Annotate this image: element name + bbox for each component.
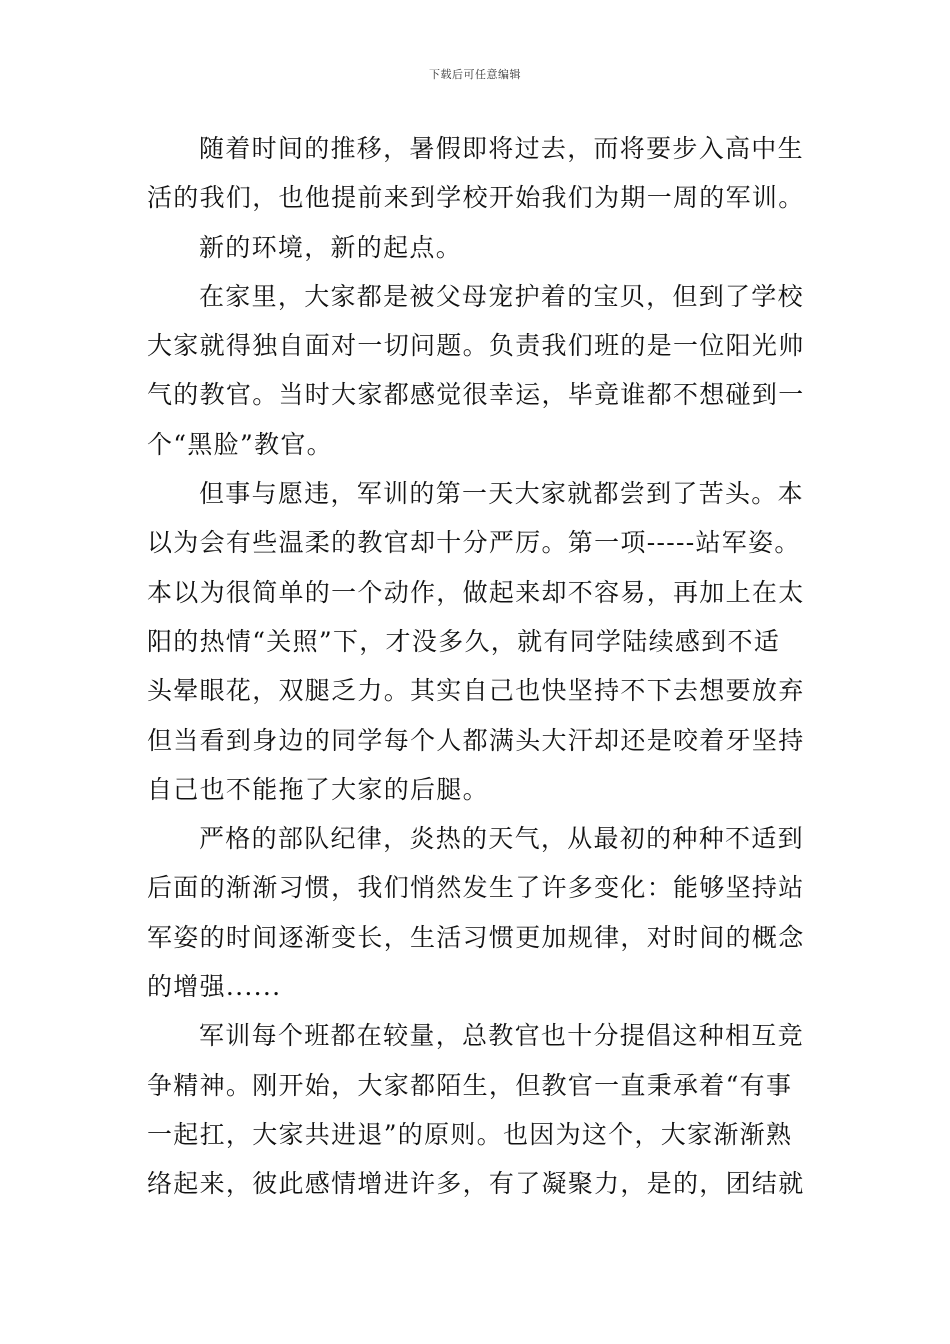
text-line: 军训每个班都在较量，总教官也十分提倡这种相互竞 — [199, 1021, 804, 1051]
text-line: 以为会有些温柔的教官却十分严厉。第一项-----站军姿。 — [147, 528, 801, 558]
text-line: 个“黑脸”教官。 — [147, 429, 333, 459]
text-line: 争精神。刚开始，大家都陌生，但教官一直秉承着“有事 — [147, 1070, 793, 1100]
text-line: 的增强...... — [147, 972, 282, 1002]
text-line: 但当看到身边的同学每个人都满头大汗却还是咬着牙坚持 — [147, 725, 805, 755]
text-line: 气的教官。当时大家都感觉很幸运，毕竟谁都不想碰到一 — [147, 380, 805, 410]
text-line: 新的环境，新的起点。 — [199, 232, 463, 262]
text-line: 军姿的时间逐渐变长，生活习惯更加规律，对时间的概念 — [147, 922, 805, 952]
text-line: 随着时间的推移，暑假即将过去，而将要步入高中生 — [199, 134, 804, 163]
text-line: 自己也不能拖了大家的后腿。 — [147, 774, 489, 804]
text-line: 活的我们，也他提前来到学校开始我们为期一周的军训。 — [147, 183, 805, 213]
text-line: 但事与愿违，军训的第一天大家就都尝到了苦头。本 — [199, 479, 804, 509]
text-line: 络起来，彼此感情增进许多，有了凝聚力，是的，团结就 — [147, 1169, 805, 1199]
text-line: 后面的渐渐习惯，我们悄然发生了许多变化：能够坚持站 — [147, 873, 805, 903]
text-line: 在家里，大家都是被父母宠护着的宝贝，但到了学校 — [199, 281, 804, 311]
essay-body — [147, 124, 807, 1209]
text-line: 一起扛，大家共进退”的原则。也因为这个，大家渐渐熟 — [147, 1119, 793, 1149]
text-line: 大家就得独自面对一切问题。负责我们班的是一位阳光帅 — [147, 331, 805, 361]
text-line: 严格的部队纪律，炎热的天气，从最初的种种不适到 — [199, 824, 804, 854]
text-line: 本以为很简单的一个动作，做起来却不容易，再加上在太 — [147, 577, 805, 607]
text-line: 头晕眼花，双腿乏力。其实自己也快坚持不下去想要放弃 — [147, 676, 805, 706]
page-header: 下载后可任意编辑 — [429, 68, 521, 81]
text-line: 阳的热情“关照”下，才没多久，就有同学陆续感到不适 — [147, 626, 781, 656]
